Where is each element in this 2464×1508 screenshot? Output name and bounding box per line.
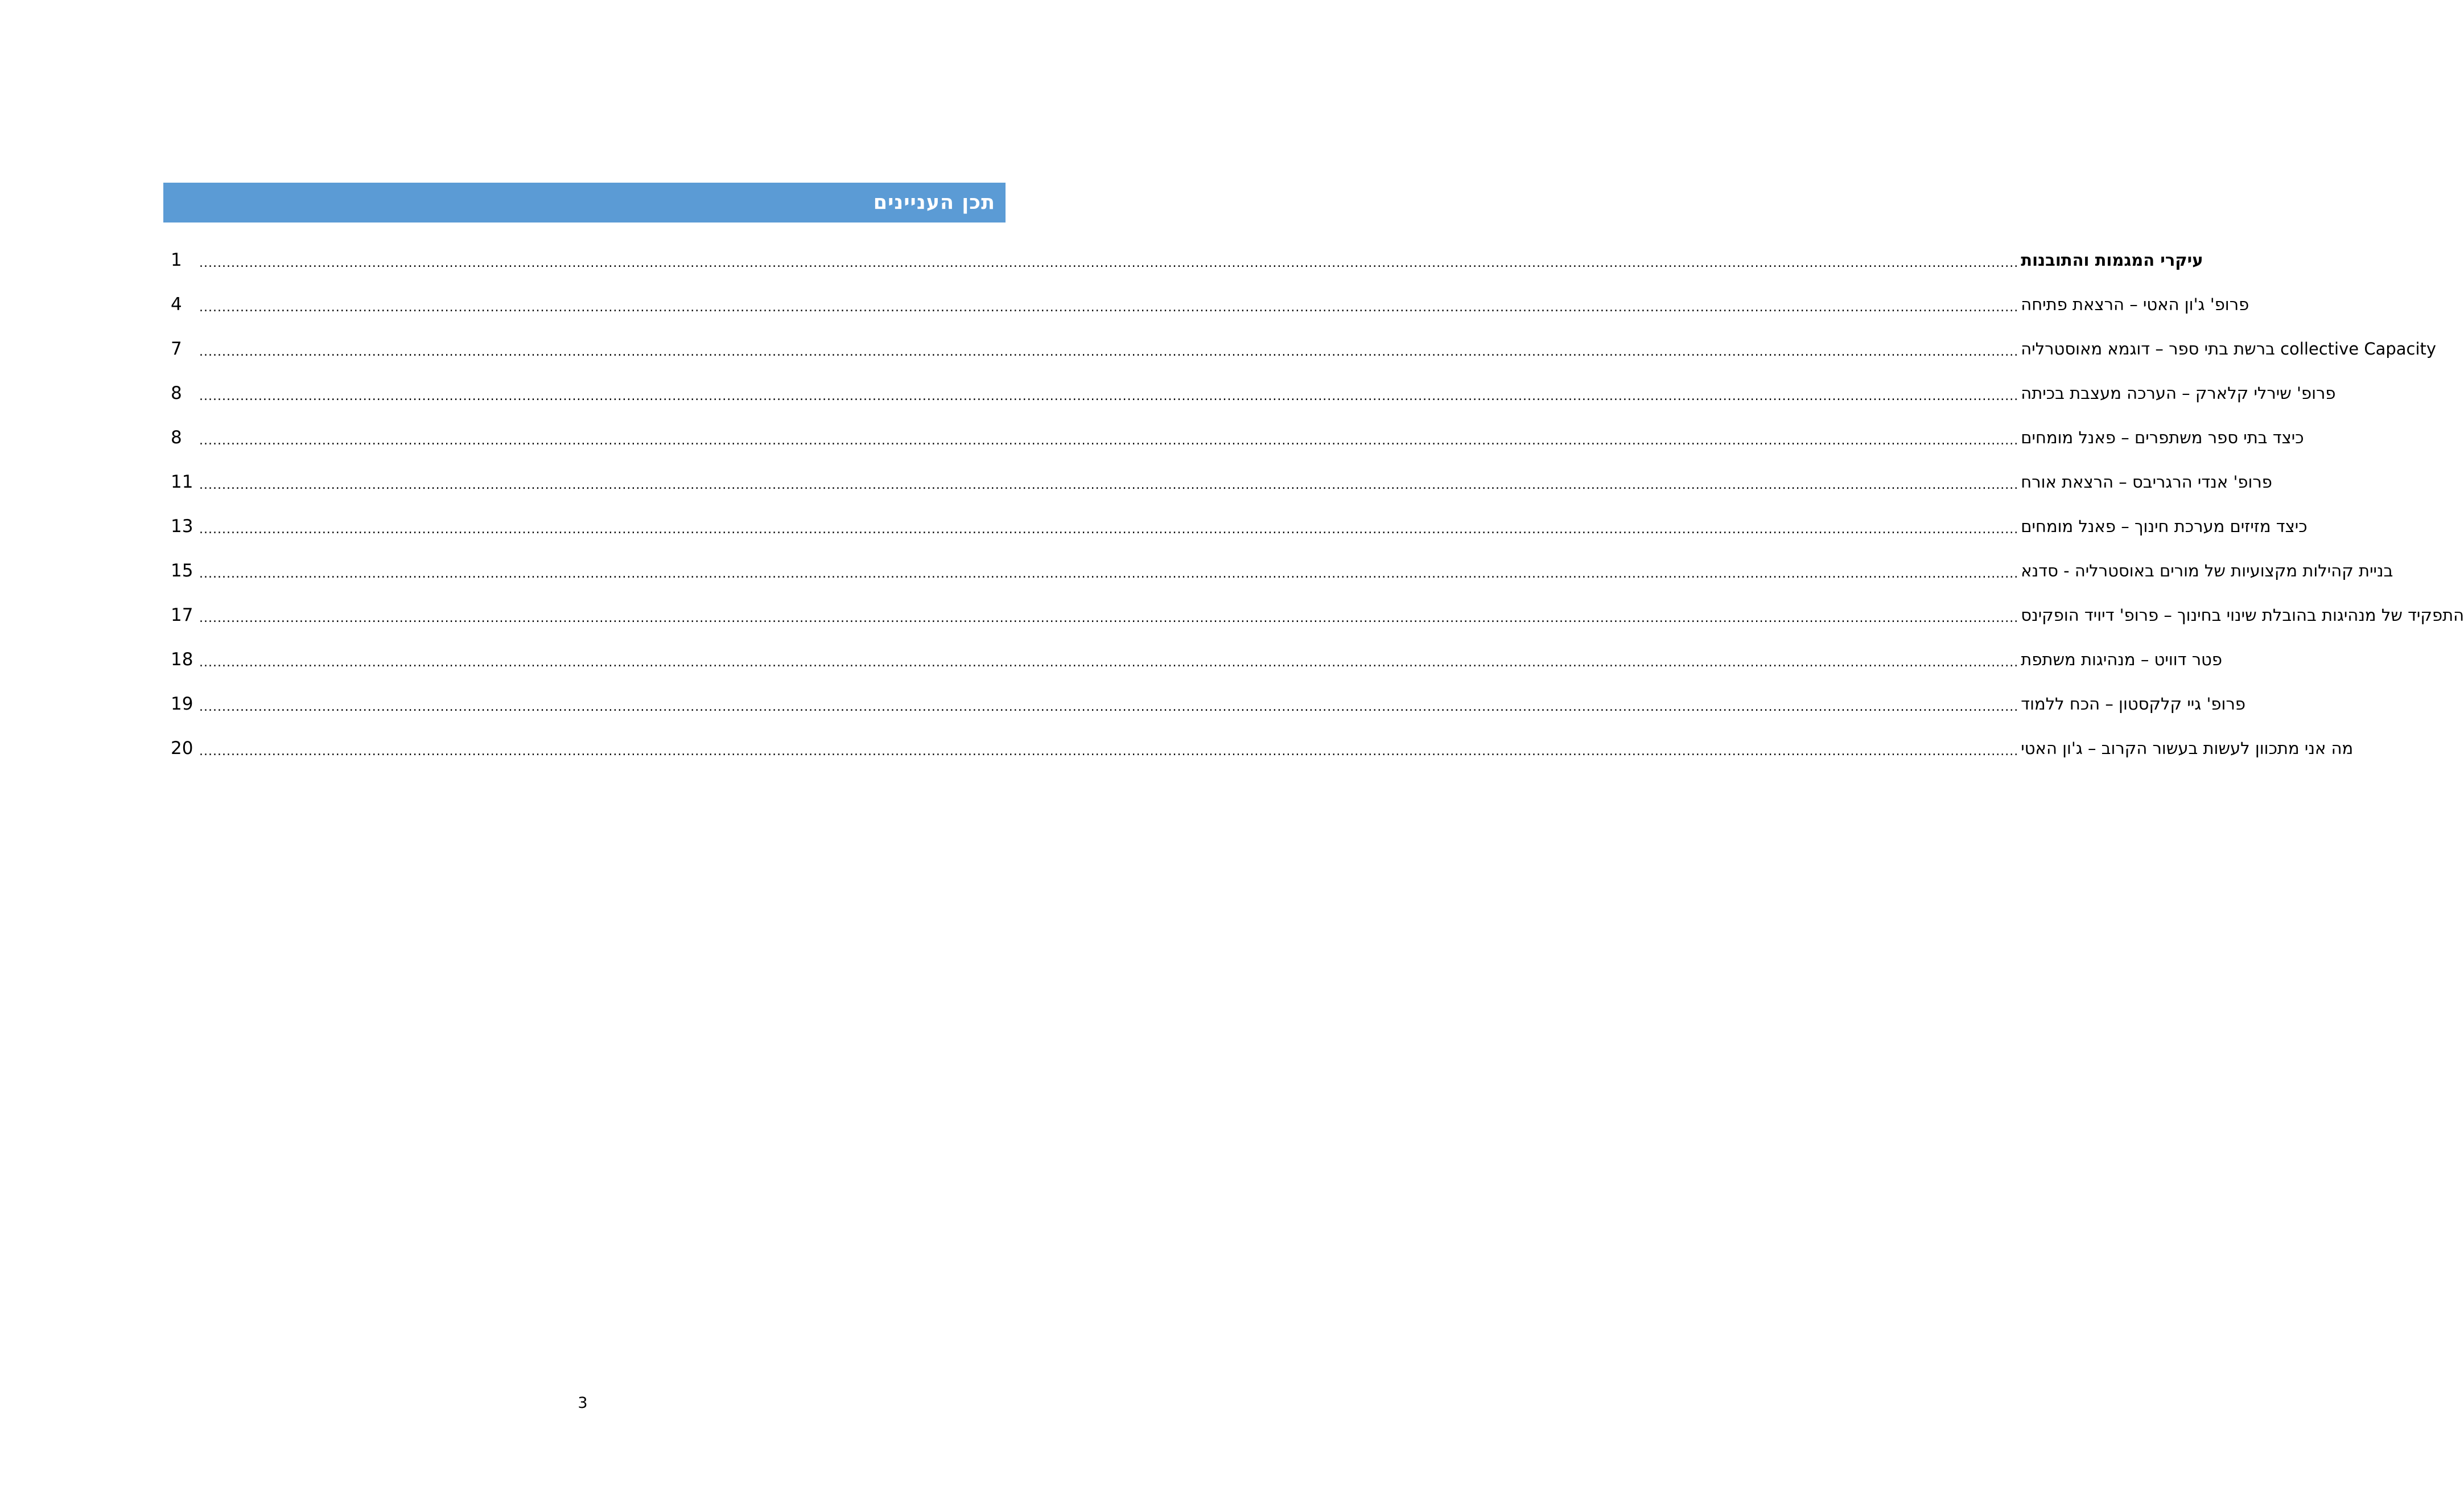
page-number: 3 bbox=[578, 1394, 588, 1412]
toc-dot-leader: ................................................................................................................................................................................................................................................................................................................................................................................................................ bbox=[199, 566, 2019, 581]
toc-dot-leader: ................................................................................................................................................................................................................................................................................................................................................................................................................ bbox=[199, 699, 2019, 714]
toc-entry-page: 4 bbox=[171, 294, 182, 315]
toc-entry-page: 18 bbox=[171, 649, 193, 670]
toc-dot-leader: ................................................................................................................................................................................................................................................................................................................................................................................................................ bbox=[199, 256, 2019, 270]
toc-dot-leader: ................................................................................................................................................................................................................................................................................................................................................................................................................ bbox=[199, 433, 2019, 448]
toc-dot-leader: ................................................................................................................................................................................................................................................................................................................................................................................................................ bbox=[199, 477, 2019, 492]
toc-entry-title: עיקרי המגמות והתובנות bbox=[2021, 250, 2203, 270]
toc-entry-title: התפקיד של מנהיגות בהובלת שינוי בחינוך – פרופ' דיויד הופקינס bbox=[2021, 605, 2464, 625]
toc-entry-title: פרופ' ג'ון האטי – הרצאת פתיחה bbox=[2021, 295, 2249, 314]
toc-entry-page: 20 bbox=[171, 738, 193, 759]
toc-entry[interactable] bbox=[171, 327, 2437, 371]
toc-dot-leader: ................................................................................................................................................................................................................................................................................................................................................................................................................ bbox=[199, 389, 2019, 403]
toc-dot-leader: ................................................................................................................................................................................................................................................................................................................................................................................................................ bbox=[199, 744, 2019, 759]
toc-entry[interactable] bbox=[171, 504, 2308, 549]
toc-entry[interactable] bbox=[171, 637, 2222, 682]
toc-entry-page: 11 bbox=[171, 472, 193, 492]
toc-entry-page: 7 bbox=[171, 339, 182, 359]
toc-entry-title: כיצד מזיזים מערכת חינוך – פאנל מומחים bbox=[2021, 517, 2308, 536]
toc-entry-title: פרופ' שירלי קלארק – הערכה מעצבת בכיתה bbox=[2021, 384, 2336, 403]
toc-header-bar bbox=[163, 183, 1006, 223]
toc-entry[interactable] bbox=[171, 593, 2464, 637]
toc-entry-title: collective Capacity ברשת בתי ספר – דוגמא מאוסטרליה bbox=[2021, 339, 2437, 359]
toc-dot-leader: ................................................................................................................................................................................................................................................................................................................................................................................................................ bbox=[199, 611, 2019, 625]
toc-dot-leader: ................................................................................................................................................................................................................................................................................................................................................................................................................ bbox=[199, 522, 2019, 537]
toc-entry-page: 8 bbox=[171, 427, 182, 448]
toc-entry-page: 13 bbox=[171, 516, 193, 537]
toc-entry[interactable] bbox=[171, 238, 2203, 282]
toc-entry-title: מה אני מתכוון לעשות בעשור הקרוב – ג'ון האטי bbox=[2021, 739, 2354, 758]
toc-entry-title: בניית קהילות מקצועיות של מורים באוסטרליה - סדנא bbox=[2021, 561, 2393, 580]
toc-entry[interactable] bbox=[171, 415, 2304, 460]
toc-dot-leader: ................................................................................................................................................................................................................................................................................................................................................................................................................ bbox=[199, 655, 2019, 670]
toc-entry[interactable] bbox=[171, 682, 2245, 726]
toc-entry-title: פטר דוויט – מנהיגות משתפת bbox=[2021, 650, 2222, 669]
toc-entry-title: פרופ' אנדי הרגריבס – הרצאת אורח bbox=[2021, 472, 2272, 492]
toc-entry-title: פרופ' גיי קלקסטון – הכח ללמוד bbox=[2021, 694, 2245, 714]
toc-entry[interactable] bbox=[171, 282, 2249, 327]
toc-entry-page: 17 bbox=[171, 605, 193, 625]
toc-entry-page: 8 bbox=[171, 383, 182, 403]
toc-entry-page: 19 bbox=[171, 694, 193, 714]
toc-list bbox=[171, 238, 2464, 771]
toc-entry[interactable] bbox=[171, 460, 2272, 504]
toc-dot-leader: ................................................................................................................................................................................................................................................................................................................................................................................................................ bbox=[199, 300, 2019, 315]
toc-dot-leader: ................................................................................................................................................................................................................................................................................................................................................................................................................ bbox=[199, 344, 2019, 359]
toc-entry-title: כיצד בתי ספר משתפרים – פאנל מומחים bbox=[2021, 428, 2304, 447]
toc-entry[interactable] bbox=[171, 371, 2336, 415]
toc-entry[interactable] bbox=[171, 549, 2393, 593]
toc-entry-page: 15 bbox=[171, 561, 193, 581]
toc-entry-page: 1 bbox=[171, 250, 182, 270]
toc-heading: תכן העניינים bbox=[873, 191, 995, 214]
toc-entry[interactable] bbox=[171, 726, 2354, 771]
